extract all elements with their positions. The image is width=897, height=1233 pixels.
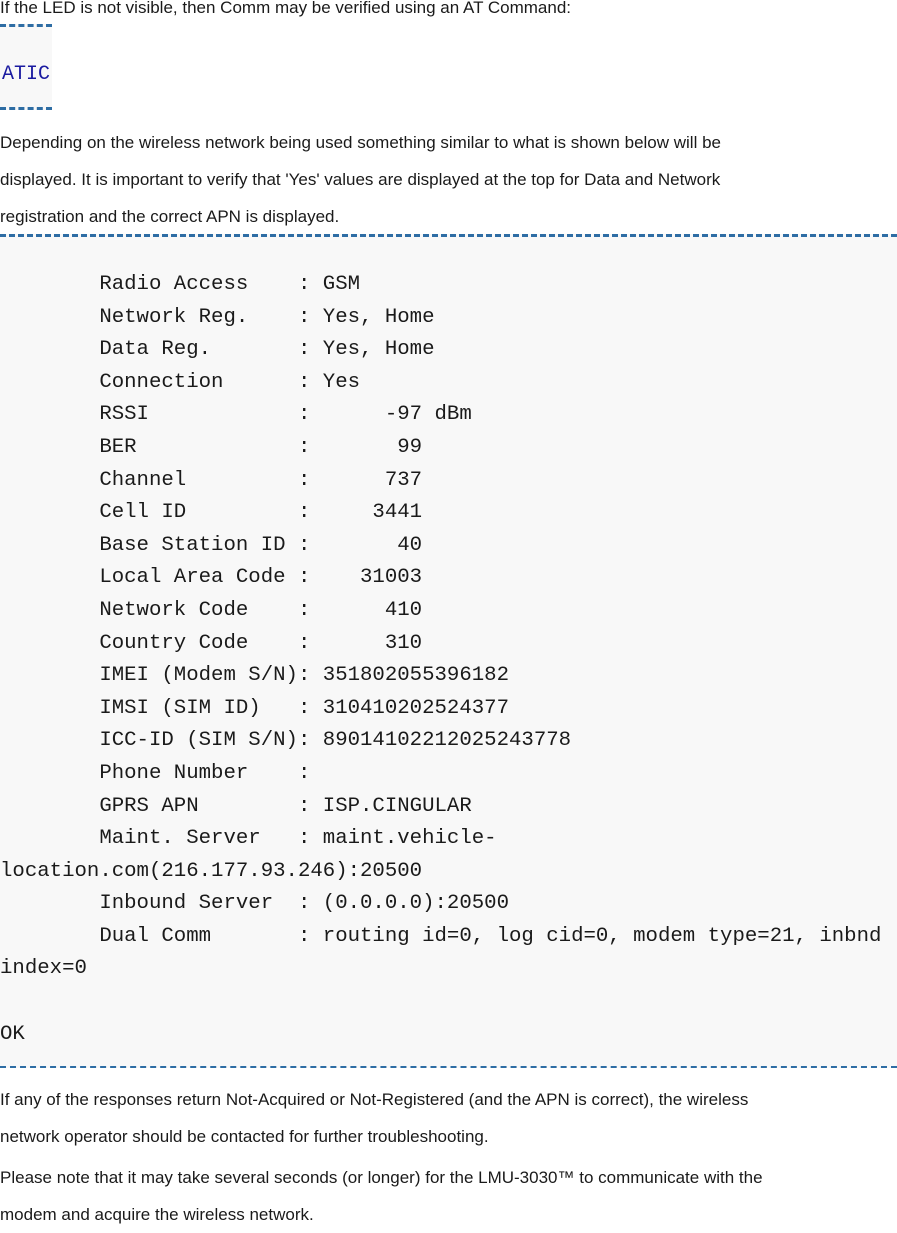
at-command-block bbox=[0, 24, 52, 110]
description-line-2: displayed. It is important to verify that 'Yes' values are displayed at the top for Data and Network bbox=[0, 170, 721, 189]
modem-status-output: Radio Access : GSM Network Reg. : Yes, Home Data Reg. : Yes, Home Connection : Yes RSSI : -97 dBm BER : 99 Channel : 737 Cell ID : 3441 Base Station ID : 40 Local Area Code : 31003 Network Code : 410 Country Code : 310 IMEI (Modem S/N): 351802055396182 IMSI (SIM ID) : 310410202524377 ICC-ID (SIM S/N): 89014102212025243778 Phone Number : GPRS APN : ISP.CINGULAR Maint. Server : maint.vehicle- location.com(216.177.93.246):20500 Inbound Server : (0.0.0.0):20500 Dual Comm : routing id=0, log cid=0, modem type=21, inbnd index=0 OK bbox=[0, 273, 882, 1046]
description-line-1: Depending on the wireless network being used something similar to what is shown below will be bbox=[0, 133, 721, 152]
note-line-2: modem and acquire the wireless network. bbox=[0, 1205, 314, 1224]
note-line-1: Please note that it may take several seconds (or longer) for the LMU-3030™ to communicate with the bbox=[0, 1168, 763, 1187]
modem-status-output-block bbox=[0, 234, 897, 1068]
intro-paragraph: If the LED is not visible, then Comm may be verified using an AT Command: bbox=[0, 0, 572, 17]
troubleshoot-line-2: network operator should be contacted for further troubleshooting. bbox=[0, 1127, 489, 1146]
at-command-text: ATIC bbox=[2, 63, 51, 86]
troubleshoot-line-1: If any of the responses return Not-Acquired or Not-Registered (and the APN is correct), the wireless bbox=[0, 1090, 749, 1109]
description-line-3: registration and the correct APN is displayed. bbox=[0, 207, 340, 226]
